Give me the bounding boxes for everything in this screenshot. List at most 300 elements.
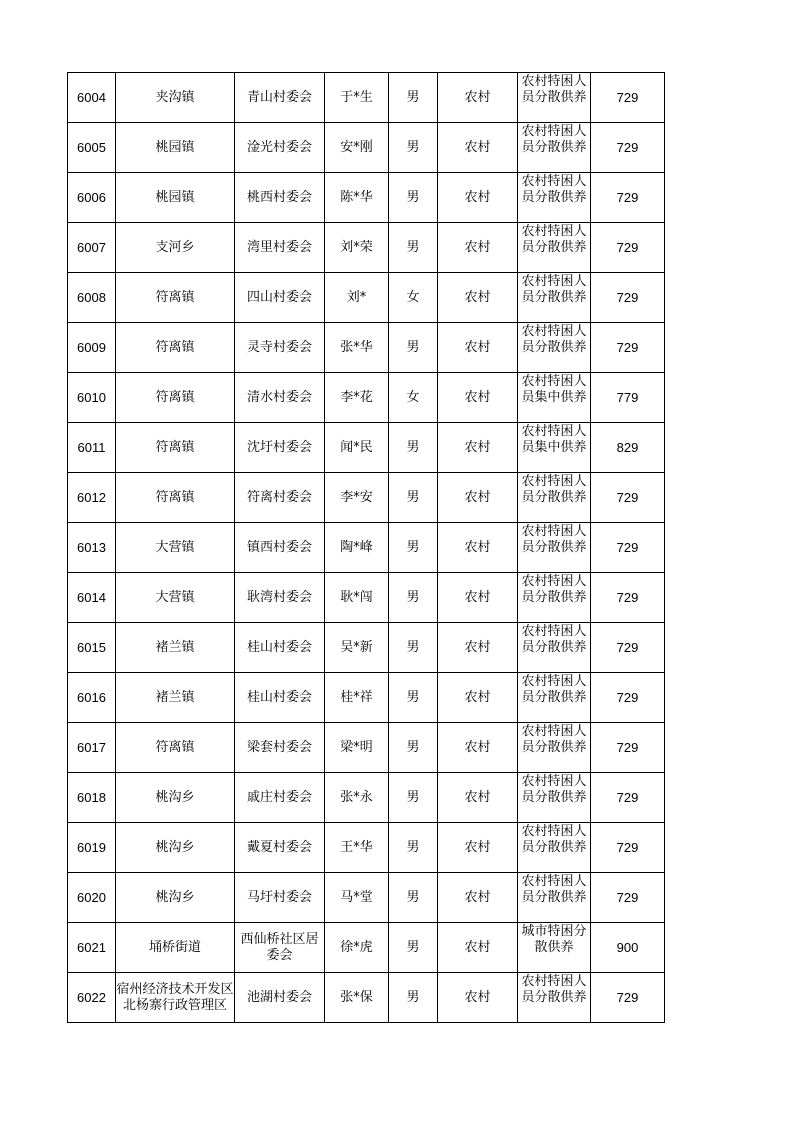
cell-amount [591, 923, 665, 973]
cell-gender [389, 123, 438, 173]
cell-village-committee [235, 273, 325, 323]
cell-area-type-text: 农村 [464, 689, 491, 705]
cell-record-id [68, 573, 116, 623]
cell-record-id [68, 123, 116, 173]
cell-village-committee-text: 清水村委会 [246, 389, 312, 405]
cell-gender-text: 男 [406, 339, 420, 355]
cell-amount [591, 773, 665, 823]
cell-amount-text: 729 [616, 539, 639, 555]
cell-amount-text: 729 [616, 889, 639, 905]
cell-support-category-text: 农村特困人员分散供养 [521, 574, 587, 605]
cell-town [116, 273, 235, 323]
cell-town [116, 223, 235, 273]
cell-town-text: 桃沟乡 [155, 889, 195, 905]
cell-village-committee-text: 沈圩村委会 [246, 439, 312, 455]
cell-village-committee [235, 573, 325, 623]
cell-town [116, 573, 235, 623]
cell-record-id [68, 473, 116, 523]
cell-amount [591, 73, 665, 123]
cell-area-type-text: 农村 [464, 839, 491, 855]
cell-amount-text: 729 [616, 989, 639, 1005]
cell-amount [591, 873, 665, 923]
cell-support-category-text: 城市特困分散供养 [521, 924, 587, 955]
cell-area-type-text: 农村 [464, 939, 491, 955]
cell-village-committee [235, 423, 325, 473]
cell-record-id-text: 6007 [77, 239, 106, 255]
cell-record-id-text: 6011 [77, 439, 106, 455]
cell-town-text: 桃沟乡 [155, 839, 195, 855]
cell-amount-text: 779 [616, 389, 639, 405]
cell-recipient-name-text: 马*堂 [340, 889, 373, 905]
cell-village-committee [235, 523, 325, 573]
cell-recipient-name-text: 闻*民 [340, 439, 373, 455]
cell-recipient-name-text: 张*华 [340, 339, 373, 355]
cell-amount-text: 729 [616, 789, 639, 805]
table-row [68, 473, 665, 523]
cell-recipient-name-text: 陈*华 [340, 189, 373, 205]
cell-village-committee [235, 173, 325, 223]
cell-support-category-text: 农村特困人员集中供养 [521, 424, 587, 455]
cell-recipient-name [325, 423, 389, 473]
cell-support-category-text: 农村特困人员分散供养 [521, 524, 587, 555]
cell-amount [591, 423, 665, 473]
cell-support-category [518, 873, 591, 923]
cell-gender [389, 623, 438, 673]
cell-gender-text: 女 [406, 289, 420, 305]
cell-amount-text: 729 [616, 139, 639, 155]
cell-record-id-text: 6022 [77, 989, 106, 1005]
cell-town [116, 673, 235, 723]
cell-gender [389, 673, 438, 723]
table-row [68, 723, 665, 773]
cell-village-committee-text: 池湖村委会 [246, 989, 312, 1005]
cell-town-text: 宿州经济技术开发区北杨寨行政管理区 [116, 981, 234, 1013]
cell-town [116, 973, 235, 1023]
cell-support-category-text: 农村特困人员分散供养 [521, 124, 587, 155]
cell-record-id-text: 6005 [77, 139, 106, 155]
cell-town [116, 423, 235, 473]
cell-support-category [518, 73, 591, 123]
cell-town-text: 符离镇 [155, 489, 195, 505]
cell-gender-text: 男 [406, 89, 420, 105]
cell-support-category [518, 623, 591, 673]
cell-village-committee [235, 623, 325, 673]
cell-town-text: 大营镇 [155, 589, 195, 605]
cell-recipient-name-text: 王*华 [340, 839, 373, 855]
cell-amount-text: 729 [616, 689, 639, 705]
cell-record-id-text: 6006 [77, 189, 106, 205]
cell-support-category-text: 农村特困人员分散供养 [521, 724, 587, 755]
cell-gender [389, 273, 438, 323]
cell-recipient-name-text: 于*生 [340, 89, 373, 105]
cell-recipient-name-text: 张*保 [340, 989, 373, 1005]
cell-area-type [438, 173, 518, 223]
cell-amount-text: 729 [616, 339, 639, 355]
cell-town [116, 723, 235, 773]
cell-town-text: 埇桥街道 [148, 939, 201, 955]
cell-amount-text: 729 [616, 739, 639, 755]
cell-record-id [68, 273, 116, 323]
cell-area-type [438, 923, 518, 973]
cell-area-type-text: 农村 [464, 289, 491, 305]
cell-amount [591, 123, 665, 173]
cell-record-id-text: 6012 [77, 489, 106, 505]
cell-village-committee [235, 373, 325, 423]
cell-area-type-text: 农村 [464, 789, 491, 805]
table-row [68, 173, 665, 223]
cell-support-category-text: 农村特困人员分散供养 [521, 874, 587, 905]
cell-town-text: 符离镇 [155, 339, 195, 355]
cell-area-type [438, 473, 518, 523]
cell-recipient-name [325, 373, 389, 423]
cell-record-id [68, 323, 116, 373]
cell-gender-text: 男 [406, 189, 420, 205]
cell-village-committee [235, 923, 325, 973]
cell-gender [389, 223, 438, 273]
cell-village-committee [235, 473, 325, 523]
cell-area-type [438, 323, 518, 373]
cell-amount-text: 729 [616, 489, 639, 505]
cell-support-category [518, 973, 591, 1023]
cell-area-type-text: 农村 [464, 439, 491, 455]
cell-amount [591, 673, 665, 723]
cell-record-id-text: 6018 [77, 789, 106, 805]
cell-village-committee [235, 973, 325, 1023]
cell-support-category [518, 773, 591, 823]
cell-recipient-name [325, 573, 389, 623]
table-row [68, 323, 665, 373]
cell-recipient-name [325, 823, 389, 873]
cell-area-type-text: 农村 [464, 389, 491, 405]
cell-amount [591, 273, 665, 323]
cell-amount-text: 829 [616, 439, 639, 455]
cell-recipient-name-text: 安*刚 [340, 139, 373, 155]
cell-village-committee-text: 镇西村委会 [246, 539, 312, 555]
cell-amount [591, 523, 665, 573]
table-row [68, 673, 665, 723]
cell-support-category [518, 373, 591, 423]
cell-village-committee [235, 73, 325, 123]
cell-town [116, 923, 235, 973]
cell-gender [389, 873, 438, 923]
cell-recipient-name [325, 123, 389, 173]
cell-town [116, 523, 235, 573]
cell-area-type-text: 农村 [464, 739, 491, 755]
cell-area-type [438, 773, 518, 823]
cell-support-category [518, 573, 591, 623]
cell-area-type [438, 673, 518, 723]
cell-area-type [438, 123, 518, 173]
cell-gender [389, 773, 438, 823]
cell-gender-text: 男 [406, 889, 420, 905]
cell-village-committee-text: 符离村委会 [246, 489, 312, 505]
cell-gender-text: 男 [406, 689, 420, 705]
cell-record-id [68, 773, 116, 823]
cell-support-category-text: 农村特困人员分散供养 [521, 74, 587, 105]
cell-amount [591, 373, 665, 423]
table-row [68, 773, 665, 823]
cell-amount [591, 573, 665, 623]
cell-village-committee-text: 耿湾村委会 [246, 589, 312, 605]
cell-gender [389, 923, 438, 973]
cell-amount-text: 900 [616, 939, 639, 955]
cell-village-committee-text: 桂山村委会 [246, 689, 312, 705]
cell-record-id [68, 673, 116, 723]
cell-record-id [68, 823, 116, 873]
cell-area-type-text: 农村 [464, 639, 491, 655]
cell-area-type [438, 423, 518, 473]
cell-gender [389, 373, 438, 423]
cell-recipient-name-text: 桂*祥 [340, 689, 373, 705]
cell-area-type [438, 523, 518, 573]
table-row [68, 873, 665, 923]
cell-town [116, 73, 235, 123]
cell-area-type-text: 农村 [464, 889, 491, 905]
cell-support-category [518, 223, 591, 273]
cell-recipient-name-text: 陶*峰 [340, 539, 373, 555]
cell-recipient-name [325, 223, 389, 273]
cell-gender-text: 男 [406, 139, 420, 155]
cell-recipient-name-text: 李*安 [340, 489, 373, 505]
table-row [68, 573, 665, 623]
cell-gender [389, 173, 438, 223]
cell-record-id [68, 973, 116, 1023]
cell-recipient-name [325, 923, 389, 973]
cell-gender-text: 男 [406, 839, 420, 855]
cell-village-committee [235, 873, 325, 923]
cell-town [116, 173, 235, 223]
cell-gender-text: 男 [406, 739, 420, 755]
cell-record-id [68, 923, 116, 973]
cell-village-committee-text: 西仙桥社区居委会 [240, 931, 319, 963]
cell-village-committee-text: 桂山村委会 [246, 639, 312, 655]
cell-recipient-name [325, 173, 389, 223]
cell-village-committee-text: 淦光村委会 [246, 139, 312, 155]
cell-gender-text: 男 [406, 639, 420, 655]
cell-support-category [518, 673, 591, 723]
cell-village-committee-text: 青山村委会 [246, 89, 312, 105]
cell-gender-text: 男 [406, 789, 420, 805]
cell-recipient-name [325, 673, 389, 723]
cell-recipient-name [325, 773, 389, 823]
cell-amount-text: 729 [616, 189, 639, 205]
cell-town-text: 符离镇 [155, 389, 195, 405]
table-row [68, 523, 665, 573]
cell-village-committee-text: 马圩村委会 [246, 889, 312, 905]
cell-amount-text: 729 [616, 639, 639, 655]
cell-recipient-name-text: 刘*荣 [340, 239, 373, 255]
cell-recipient-name-text: 徐*虎 [340, 939, 373, 955]
cell-support-category-text: 农村特困人员分散供养 [521, 174, 587, 205]
cell-recipient-name [325, 973, 389, 1023]
cell-amount-text: 729 [616, 89, 639, 105]
cell-gender-text: 男 [406, 239, 420, 255]
cell-area-type-text: 农村 [464, 239, 491, 255]
cell-record-id [68, 623, 116, 673]
cell-amount-text: 729 [616, 839, 639, 855]
cell-area-type [438, 223, 518, 273]
cell-amount-text: 729 [616, 589, 639, 605]
cell-recipient-name [325, 623, 389, 673]
cell-recipient-name-text: 吴*新 [340, 639, 373, 655]
table-row [68, 923, 665, 973]
cell-gender [389, 323, 438, 373]
table-row [68, 973, 665, 1023]
table-body [68, 73, 665, 1023]
cell-area-type-text: 农村 [464, 189, 491, 205]
cell-record-id-text: 6016 [77, 689, 106, 705]
cell-amount [591, 473, 665, 523]
relief-recipient-table [67, 72, 665, 1023]
cell-record-id [68, 223, 116, 273]
cell-support-category-text: 农村特困人员分散供养 [521, 324, 587, 355]
cell-support-category [518, 173, 591, 223]
cell-area-type [438, 973, 518, 1023]
cell-village-committee [235, 223, 325, 273]
cell-recipient-name [325, 723, 389, 773]
cell-support-category-text: 农村特困人员分散供养 [521, 974, 587, 1005]
cell-village-committee [235, 773, 325, 823]
cell-area-type-text: 农村 [464, 139, 491, 155]
cell-record-id-text: 6014 [77, 589, 106, 605]
cell-town-text: 符离镇 [155, 739, 195, 755]
cell-gender-text: 男 [406, 489, 420, 505]
cell-record-id [68, 423, 116, 473]
cell-village-committee-text: 戚庄村委会 [246, 789, 312, 805]
cell-support-category-text: 农村特困人员分散供养 [521, 624, 587, 655]
cell-village-committee [235, 673, 325, 723]
cell-record-id-text: 6020 [77, 889, 106, 905]
cell-town [116, 473, 235, 523]
cell-gender [389, 823, 438, 873]
cell-record-id-text: 6017 [77, 739, 106, 755]
cell-town [116, 323, 235, 373]
cell-gender-text: 男 [406, 989, 420, 1005]
cell-support-category-text: 农村特困人员集中供养 [521, 374, 587, 405]
cell-record-id-text: 6015 [77, 639, 106, 655]
cell-town-text: 符离镇 [155, 289, 195, 305]
cell-gender-text: 男 [406, 939, 420, 955]
cell-area-type [438, 373, 518, 423]
table-row [68, 273, 665, 323]
cell-gender [389, 423, 438, 473]
cell-town [116, 373, 235, 423]
cell-record-id-text: 6009 [77, 339, 106, 355]
cell-town [116, 823, 235, 873]
cell-recipient-name-text: 刘* [346, 289, 367, 305]
cell-area-type [438, 723, 518, 773]
table-row [68, 123, 665, 173]
cell-area-type [438, 573, 518, 623]
table-row [68, 623, 665, 673]
table-row [68, 73, 665, 123]
cell-gender [389, 523, 438, 573]
cell-village-committee-text: 桃西村委会 [246, 189, 312, 205]
cell-amount-text: 729 [616, 289, 639, 305]
cell-record-id [68, 873, 116, 923]
cell-record-id [68, 173, 116, 223]
cell-area-type-text: 农村 [464, 339, 491, 355]
cell-record-id-text: 6019 [77, 839, 106, 855]
cell-recipient-name [325, 273, 389, 323]
cell-amount [591, 623, 665, 673]
cell-village-committee-text: 戴夏村委会 [246, 839, 312, 855]
cell-area-type [438, 623, 518, 673]
cell-amount [591, 223, 665, 273]
cell-village-committee-text: 四山村委会 [246, 289, 312, 305]
cell-recipient-name-text: 李*花 [340, 389, 373, 405]
table-row [68, 373, 665, 423]
cell-town-text: 大营镇 [155, 539, 195, 555]
cell-town [116, 123, 235, 173]
cell-record-id [68, 723, 116, 773]
cell-town [116, 773, 235, 823]
cell-amount-text: 729 [616, 239, 639, 255]
cell-support-category [518, 473, 591, 523]
cell-amount [591, 973, 665, 1023]
cell-recipient-name [325, 873, 389, 923]
cell-village-committee [235, 323, 325, 373]
cell-town-text: 褚兰镇 [155, 639, 195, 655]
cell-recipient-name [325, 473, 389, 523]
table-row [68, 823, 665, 873]
cell-gender [389, 473, 438, 523]
cell-village-committee-text: 梁套村委会 [246, 739, 312, 755]
cell-support-category [518, 323, 591, 373]
cell-area-type-text: 农村 [464, 89, 491, 105]
cell-record-id-text: 6008 [77, 289, 106, 305]
cell-gender [389, 573, 438, 623]
cell-area-type [438, 273, 518, 323]
cell-record-id [68, 523, 116, 573]
cell-town-text: 桃园镇 [155, 139, 195, 155]
cell-town-text: 符离镇 [155, 439, 195, 455]
cell-support-category [518, 423, 591, 473]
cell-town-text: 支河乡 [155, 239, 195, 255]
cell-town [116, 623, 235, 673]
cell-area-type-text: 农村 [464, 489, 491, 505]
cell-record-id-text: 6021 [77, 939, 106, 955]
cell-gender-text: 男 [406, 589, 420, 605]
cell-town-text: 夹沟镇 [155, 89, 195, 105]
cell-village-committee-text: 湾里村委会 [246, 239, 312, 255]
cell-support-category-text: 农村特困人员分散供养 [521, 824, 587, 855]
table-row [68, 423, 665, 473]
cell-record-id-text: 6004 [77, 89, 106, 105]
cell-gender-text: 女 [406, 389, 420, 405]
cell-recipient-name-text: 耿*闯 [340, 589, 373, 605]
cell-gender-text: 男 [406, 439, 420, 455]
cell-village-committee-text: 灵寺村委会 [246, 339, 312, 355]
cell-support-category [518, 273, 591, 323]
cell-record-id [68, 73, 116, 123]
cell-village-committee [235, 723, 325, 773]
cell-town-text: 桃沟乡 [155, 789, 195, 805]
cell-area-type-text: 农村 [464, 539, 491, 555]
cell-support-category [518, 823, 591, 873]
cell-amount [591, 323, 665, 373]
cell-village-committee [235, 823, 325, 873]
cell-support-category [518, 923, 591, 973]
cell-gender [389, 73, 438, 123]
cell-support-category-text: 农村特困人员分散供养 [521, 474, 587, 505]
cell-record-id [68, 373, 116, 423]
cell-area-type [438, 823, 518, 873]
table-row [68, 223, 665, 273]
cell-recipient-name-text: 梁*明 [340, 739, 373, 755]
cell-town-text: 褚兰镇 [155, 689, 195, 705]
cell-gender-text: 男 [406, 539, 420, 555]
